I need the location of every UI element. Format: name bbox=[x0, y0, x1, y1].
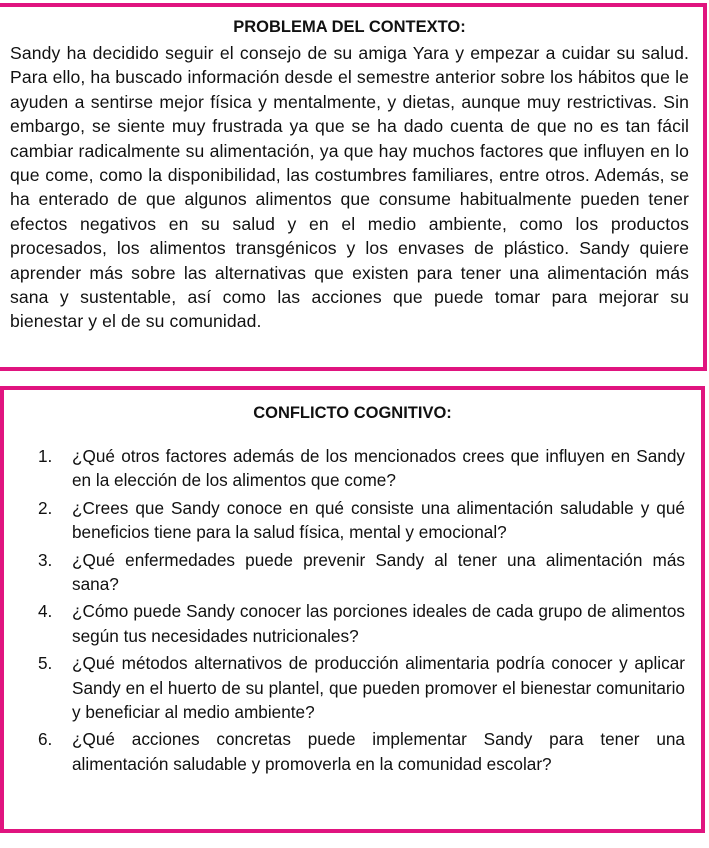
question-number: 5. bbox=[38, 653, 53, 674]
question-text: ¿Cómo puede Sandy conocer las porciones ideales de cada grupo de alimentos según tus necesidades nutricionales? bbox=[72, 601, 685, 646]
problem-heading: PROBLEMA DEL CONTEXTO: bbox=[233, 18, 466, 36]
question-number: 2. bbox=[38, 497, 53, 518]
question-item bbox=[4, 496, 685, 545]
question-text: ¿Qué acciones concretas puede implementar Sandy para tener una alimentación saludable y promoverla en la comunidad escolar? bbox=[72, 729, 685, 774]
question-text: ¿Qué enfermedades puede prevenir Sandy al tener una alimentación más sana? bbox=[72, 549, 685, 595]
question-text: ¿Qué otros factores además de los mencionados crees que influyen en Sandy en la elección de los alimentos que come? bbox=[72, 446, 685, 491]
question-item bbox=[4, 727, 685, 776]
question-text: ¿Qué métodos alternativos de producción alimentaria podría conocer y aplicar Sandy en el huerto de su plantel, que pueden promover el bienestar comunitario y beneficiar al medio ambiente? bbox=[72, 653, 685, 723]
question-item bbox=[4, 444, 685, 493]
question-item bbox=[4, 599, 685, 648]
question-item bbox=[4, 548, 685, 597]
question-item bbox=[4, 651, 685, 724]
question-list bbox=[4, 444, 701, 776]
question-number: 1. bbox=[38, 446, 53, 466]
question-number: 4. bbox=[38, 601, 53, 622]
conflict-box bbox=[0, 386, 705, 833]
question-number: 3. bbox=[38, 549, 53, 570]
question-text: ¿Crees que Sandy conoce en qué consiste una alimentación saludable y qué beneficios tiene para la salud física, mental y emocional? bbox=[72, 497, 685, 543]
question-number: 6. bbox=[38, 729, 53, 750]
problem-box bbox=[0, 3, 707, 371]
problem-paragraph: Sandy ha decidido seguir el consejo de su amiga Yara y empezar a cuidar su salud. Para ello, ha buscado información desde el semestre anterior sobre los hábitos que le ayuden a sentirse mejor física y mentalmente, y dietas, aunque muy restrictivas. Sin embargo, se siente muy frustrada ya que se ha dado cuenta de que no es tan fácil cambiar radicalmente su alimentación, ya que hay muchos factores que influyen en lo que come, como la disponibilidad, las costumbres familiares, entre otros. Además, se ha enterado de que algunos alimentos que consume habitualmente pueden tener efectos negativos en su salud y en el medio ambiente, como los productos procesados, los alimentos transgénicos y los envases de plástico. Sandy quiere aprender más sobre las alternativas que existen para tener una alimentación más sana y sustentable, así como las acciones que puede tomar para mejorar su bienestar y el de su comunidad. bbox=[10, 43, 689, 332]
conflict-heading: CONFLICTO COGNITIVO: bbox=[253, 404, 452, 422]
